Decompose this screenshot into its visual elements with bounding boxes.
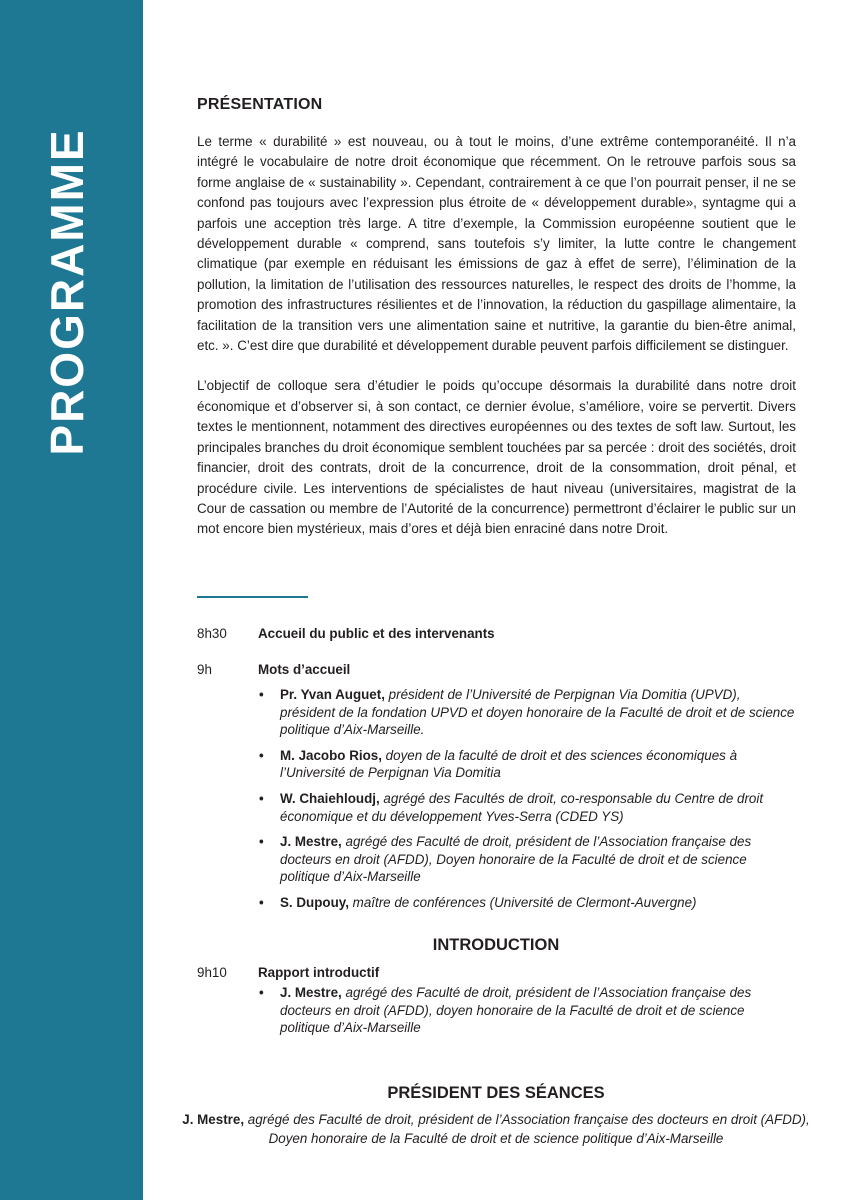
- speaker-name: W. Chaiehloudj,: [280, 790, 380, 806]
- presentation-section: [197, 96, 796, 540]
- sidebar-title: PROGRAMME: [41, 128, 93, 456]
- speaker-item: [255, 984, 795, 1037]
- speaker-name: S. Dupouy,: [280, 894, 349, 910]
- program-label: Rapport introductif: [258, 965, 380, 980]
- speaker-role: maître de conférences (Université de Clermont-Auvergne): [352, 894, 697, 910]
- speaker-item: [255, 790, 795, 825]
- program-time: 9h: [197, 662, 212, 677]
- speaker-item: [255, 686, 795, 739]
- speaker-item: [255, 833, 795, 886]
- speaker-name: M. Jacobo Rios,: [280, 747, 382, 763]
- objective-paragraph: L’objectif de colloque sera d’étudier le poids qu’occupe désormais la durabilité dans notre droit économique et d’observer si, à son contact, ce dernier évolue, s’améliore, voire se pervertit. Divers textes le mentionnent, notamment des directives européennes ou des textes de soft law. Surtout, les principales branches du droit économique semblent touchées par sa percée : droit des sociétés, droit financier, droit des contrats, droit de la concurrence, droit de la consommation, droit pénal, et procédure civile. Les interventions de spécialistes de haut niveau (universitaires, magistrat de la Cour de cassation ou membre de l’Autorité de la concurrence) permettront d’éclairer le public sur un mot encore bien mystérieux, mais d’ores et déjà bien enraciné dans notre Droit.: [197, 378, 796, 537]
- president-info: [180, 1110, 812, 1148]
- presentation-paragraph: Le terme « durabilité » est nouveau, ou à tout le moins, d’une extrême contemporanéité. Il n’a intégré le vocabulaire de notre droit économique que récemment. On le retrouve parfois sous sa forme anglaise de « sustainability ». Cependant, contrairement à ce que l’on pourrait penser, il ne se confond pas toujours avec l’expression plus étroite de « développement durable», syntagme qui a parfois une acception très large. A titre d’exemple, la Commission européenne soutient que le développement durable « comprend, sans toutefois s’y limiter, la lutte contre le changement climatique (par exemple en réduisant les émissions de gaz à effet de serre), l’élimination de la pollution, la limitation de l’utilisation des ressources naturelles, le respect des droits de l’homme, la promotion des infrastructures résilientes et de l’innovation, la réduction du gaspillage alimentaire, la facilitation de la transition vers une alimentation saine et nutritive, la garantie du bien-être animal, etc. ». C’est dire que durabilité et développement durable peuvent parfois difficilement se distinguer.: [197, 134, 796, 354]
- speaker-role: agrégé des Faculté de droit, président de l’Association française des docteurs en droit (AFDD), doyen honoraire de la Faculté de droit et de science politique d’Aix-Marseille: [280, 985, 752, 1036]
- speaker-role: agrégé des Facultés de droit, co-responsable du Centre de droit économique et du développement Yves-Serra (CDED YS): [280, 790, 764, 824]
- president-name: J. Mestre,: [182, 1112, 245, 1127]
- speaker-name: J. Mestre,: [280, 834, 342, 850]
- program-time: 8h30: [197, 626, 227, 641]
- sidebar: [0, 0, 143, 1200]
- program-time: 9h10: [197, 965, 227, 980]
- speaker-item: [255, 894, 795, 912]
- speaker-role: agrégé des Faculté de droit, président de l’Association française des docteurs en droit (AFDD), Doyen honoraire de la Faculté de droit et de science politique d’Aix-Marseille: [280, 834, 752, 885]
- speaker-name: Pr. Yvan Auguet,: [280, 687, 385, 702]
- section-divider: [197, 596, 308, 598]
- president-heading: PRÉSIDENT DES SÉANCES: [387, 1084, 605, 1102]
- introduction-heading: INTRODUCTION: [432, 936, 560, 954]
- program-label: Accueil du public et des intervenants: [258, 626, 495, 641]
- speaker-role: président de l’Université de Perpignan Via Domitia (UPVD), président de la fondation UPVD et doyen honoraire de la Faculté de droit et de science politique d’Aix-Marseille.: [280, 687, 795, 738]
- speaker-role: doyen de la faculté de droit et des sciences économiques à l’Université de Perpignan Via Domitia: [280, 747, 738, 781]
- speaker-name: J. Mestre,: [280, 985, 342, 1000]
- president-role: agrégé des Faculté de droit, président de l’Association française des docteurs en droit (AFDD), Doyen honoraire de la Faculté de droit et de science politique d’Aix-Marseille: [247, 1112, 810, 1146]
- introduction-speakers-list: [255, 984, 795, 1045]
- welcome-speakers-list: [255, 686, 795, 920]
- speaker-item: [255, 747, 795, 782]
- presentation-heading: PRÉSENTATION: [197, 96, 323, 113]
- program-label: Mots d’accueil: [258, 662, 351, 677]
